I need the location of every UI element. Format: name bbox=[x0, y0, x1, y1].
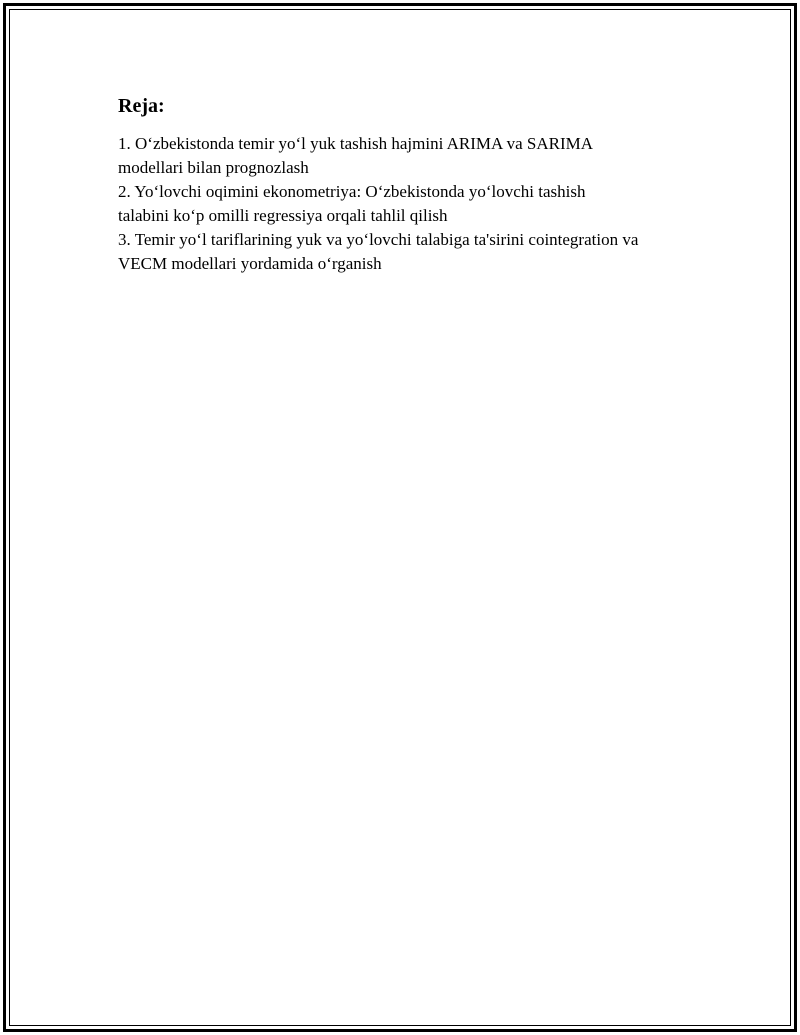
plan-list bbox=[118, 132, 718, 276]
plan-item-3 bbox=[118, 228, 718, 276]
plan-heading: Reja: bbox=[118, 95, 165, 117]
plan-item-3-line-1: 3. Temir yoʻl tariflarining yuk va yoʻlovchi talabiga ta'sirini cointegration va bbox=[118, 230, 639, 249]
plan-item-1 bbox=[118, 132, 718, 180]
plan-item-1-line-2: modellari bilan prognozlash bbox=[118, 158, 309, 177]
plan-item-2-line-1: 2. Yoʻlovchi oqimini ekonometriya: Oʻzbekistonda yoʻlovchi tashish bbox=[118, 182, 586, 201]
document-content bbox=[118, 92, 718, 276]
plan-item-3-line-2: VECM modellari yordamida oʻrganish bbox=[118, 254, 382, 273]
plan-item-2 bbox=[118, 180, 718, 228]
plan-item-2-line-2: talabini koʻp omilli regressiya orqali tahlil qilish bbox=[118, 206, 448, 225]
plan-item-1-line-1: 1. Oʻzbekistonda temir yoʻl yuk tashish hajmini ARIMA va SARIMA bbox=[118, 134, 594, 153]
